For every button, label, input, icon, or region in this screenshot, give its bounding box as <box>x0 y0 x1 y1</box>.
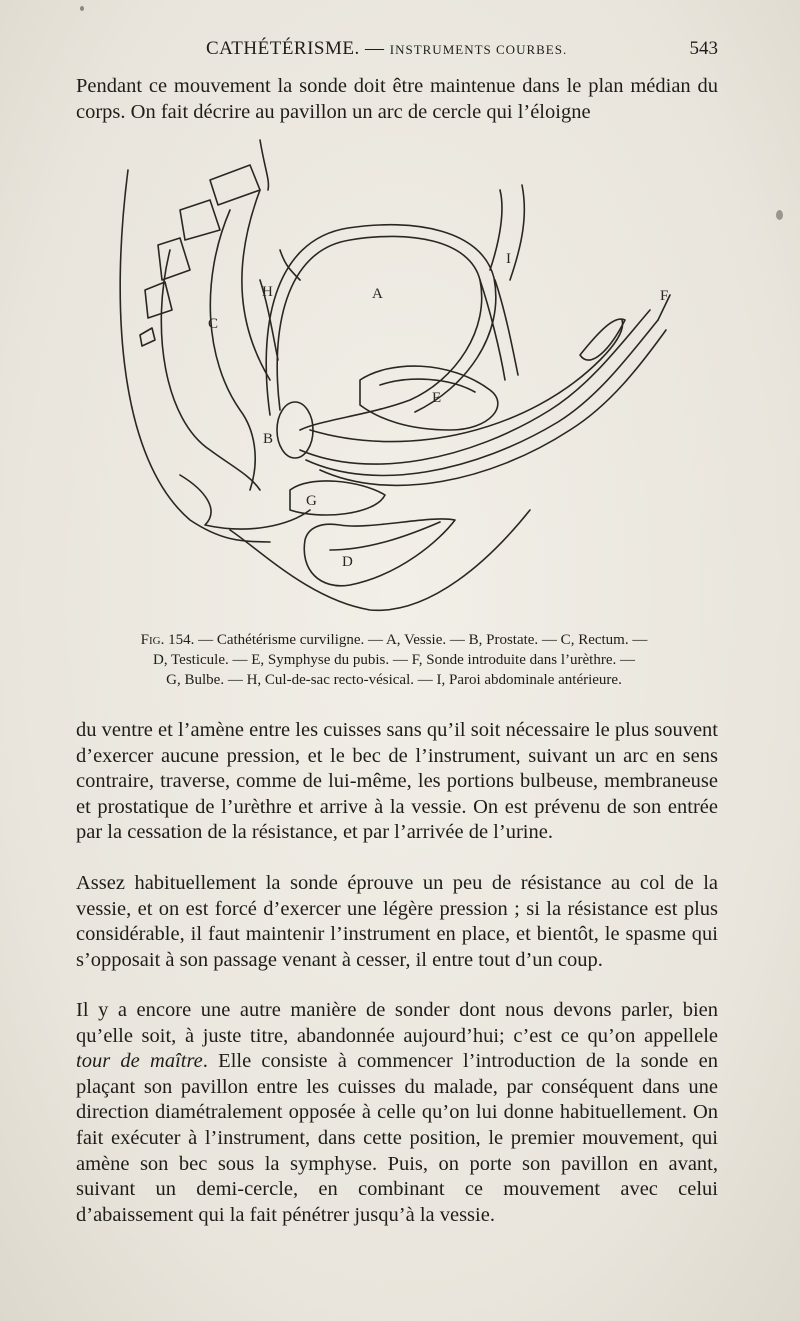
figure-label-h: H <box>262 284 273 300</box>
figure-illustration <box>110 130 700 620</box>
figure-label-g: G <box>306 493 317 509</box>
figure-label-b: B <box>263 431 274 447</box>
header-subtitle: INSTRUMENTS COURBES. <box>389 42 568 57</box>
ink-speck <box>80 6 84 11</box>
paragraph-3-text: Assez habituellement la sonde éprouve un peu de résistance au col de la vessie, et on est forcé d’exercer une légère pression ; si la résistance est plus considérable, il faut maintenir l’instrument en place, et bientôt, le spasme qui s’opposait à son passage venant à cesser, il entre tout d’un coup. <box>76 872 718 971</box>
figure-label-d: D <box>342 554 353 570</box>
running-header <box>76 38 718 66</box>
paragraph-4-text-a: Il y a encore une autre manière de sonder dont nous devons parler, bien qu’elle soit, à juste titre, abandonnée aujourd’hui; c’est ce qu’on appellele <box>76 999 718 1047</box>
paragraph-2: du ventre et l’amène entre les cuisses sans qu’il soit nécessaire le plus souvent d’exercer aucune pression, et le bec de l’instrument, suivant un arc en sens contraire, traverse, comme de lui-même, les portions bulbeuse, membraneuse et prostatique de l’urèthre et arrive à la vessie. On est prévenu de son entrée par la cessation de la résistance, et par l’arrivée de l’urine. <box>76 719 718 844</box>
paragraph-1: Pendant ce mouvement la sonde doit être maintenue dans le plan médian du corps. On fait décrire au pavillon un arc de cercle qui l’éloigne <box>76 75 718 123</box>
header-title: CATHÉTÉRISME. <box>206 38 360 59</box>
figure-label-a: A <box>372 286 383 302</box>
paragraph-4 <box>76 998 718 1228</box>
figure-caption <box>84 630 704 690</box>
paragraph-4-text-b: . Elle consiste à commencer l’introduction de la sonde en plaçant son pavillon entre les cuisses du malade, par conséquent dans une direction diamétralement opposée à celle qu’on lui donne habituellement. On fait exécuter à l’instrument, dans cette position, le premier mouvement, qui amène son bec sous la symphyse. Puis, on porte son pavillon en avant, suivant un demi-cercle, en combinant ce mouvement avec celui d’abaissement qui la fait pénétrer jusqu’à la vessie. <box>76 1050 718 1226</box>
figure-label-i: I <box>506 251 511 267</box>
figure-label-f: F <box>660 288 669 304</box>
margin-blot <box>776 210 783 220</box>
paragraph-4-italic: tour de maître <box>76 1050 203 1073</box>
paragraph-3 <box>76 871 718 973</box>
caption-lead: Fig. 154. <box>140 632 195 648</box>
caption-line-1-text: — Cathétérisme curviligne. — A, Vessie. — B, Prostate. — C, Rectum. — <box>194 632 648 648</box>
figure-label-e: E <box>432 390 442 406</box>
page-number: 543 <box>689 38 718 59</box>
running-title <box>206 38 567 60</box>
header-separator: — <box>359 38 390 59</box>
caption-line-3: G, Bulbe. — H, Cul-de-sac recto-vésical. — I, Paroi abdominale antérieure. <box>166 672 622 688</box>
anatomical-figure <box>110 130 700 620</box>
caption-line-1 <box>84 630 704 650</box>
caption-line-2: D, Testicule. — E, Symphyse du pubis. — F, Sonde introduite dans l’urèthre. — <box>152 652 635 668</box>
figure-label-c: C <box>208 316 219 332</box>
